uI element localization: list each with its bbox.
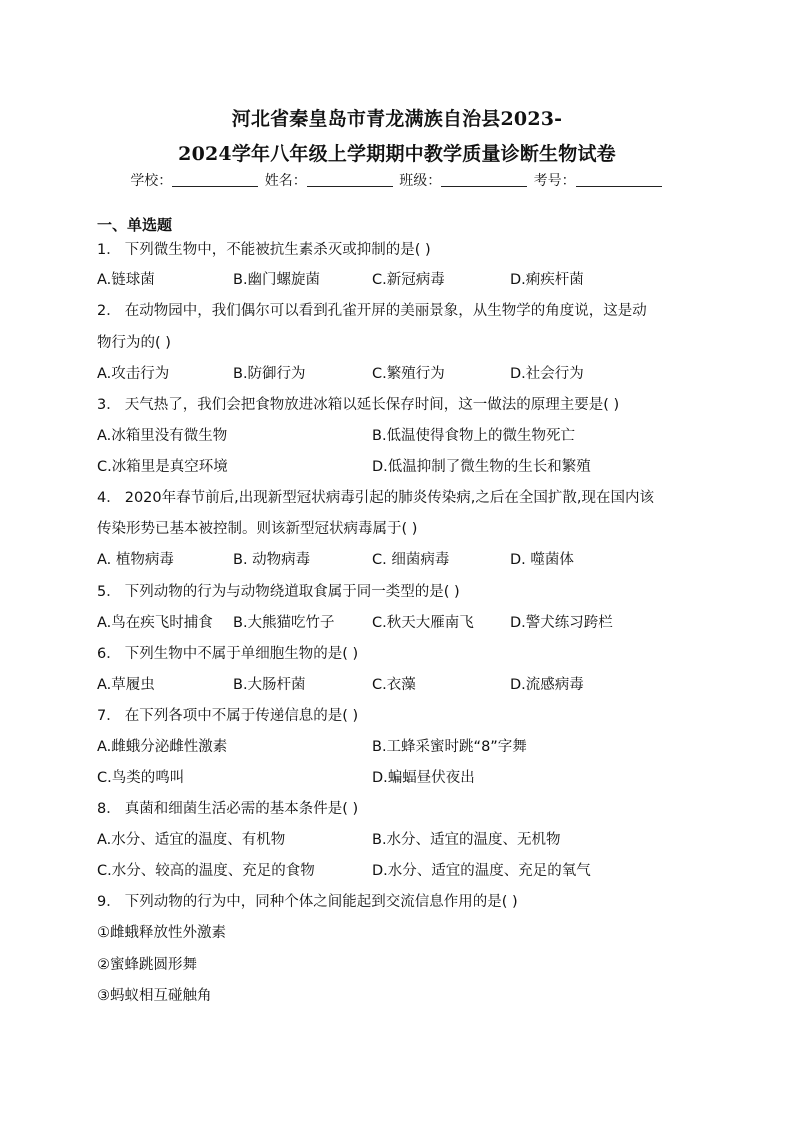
question-text: 真菌和细菌生活必需的基本条件是( ) (124, 801, 359, 817)
q5-option-b: B.大熊猫吃竹子 (233, 615, 335, 631)
exam-title-line-1: 河北省秦皇岛市青龙满族自治县2023- (231, 108, 563, 130)
q6-option-b: B.大肠杆菌 (233, 677, 306, 693)
question-number: 9． (97, 894, 121, 910)
question-7 (97, 706, 358, 726)
q6-option-d: D.流感病毒 (510, 677, 584, 693)
question-1 (97, 240, 431, 260)
q8-option-d: D.水分、适宜的温度、充足的氧气 (372, 863, 591, 879)
q8-option-a: A.水分、适宜的温度、有机物 (97, 832, 286, 848)
school-blank (172, 172, 258, 187)
q1-option-c: C.新冠病毒 (372, 272, 445, 288)
q7-option-b: B.工蜂采蜜时跳“8”字舞 (372, 739, 527, 755)
class-label: 班级： (399, 173, 442, 189)
question-text: 2020年春节前后,出现新型冠状病毒引起的肺炎传染病,之后在全国扩散,现在国内该 (124, 490, 654, 506)
q4-option-b: B. 动物病毒 (233, 552, 311, 568)
q5-option-a: A.鸟在疾飞时捕食 (97, 615, 213, 631)
q5-option-c: C.秋天大雁南飞 (372, 615, 474, 631)
question-text: 下列生物中不属于单细胞生物的是( ) (124, 646, 359, 662)
question-9 (97, 892, 518, 912)
question-text: 下列动物的行为中，同种个体之间能起到交流信息作用的是( ) (124, 894, 518, 910)
q1-option-b: B.幽门螺旋菌 (233, 272, 321, 288)
question-number: 7． (97, 708, 121, 724)
q7-option-a: A.雌蛾分泌雌性激素 (97, 739, 228, 755)
q3-option-a: A.冰箱里没有微生物 (97, 428, 228, 444)
question-text: 在下列各项中不属于传递信息的是( ) (124, 708, 359, 724)
exam-number-label: 考号： (533, 173, 576, 189)
q4-option-a: A. 植物病毒 (97, 552, 174, 568)
question-3 (97, 395, 619, 415)
q6-option-a: A.草履虫 (97, 677, 155, 693)
question-2 (97, 301, 647, 321)
question-text: 下列微生物中，不能被抗生素杀灭或抑制的是( ) (124, 242, 431, 258)
q3-option-c: C.冰箱里是真空环境 (97, 459, 228, 475)
question-text: 在动物园中，我们偶尔可以看到孔雀开屏的美丽景象，从生物学的角度说，这是动 (124, 303, 647, 319)
q9-item-3: ③蚂蚁相互碰触角 (97, 988, 212, 1004)
q6-option-c: C.衣藻 (372, 677, 416, 693)
q2-option-d: D.社会行为 (510, 366, 584, 382)
q2-option-a: A.攻击行为 (97, 366, 170, 382)
q5-option-d: D.警犬练习跨栏 (510, 615, 613, 631)
question-number: 2． (97, 303, 121, 319)
question-number: 4． (97, 490, 121, 506)
question-2-continued: 物行为的( ) (97, 335, 171, 351)
name-blank (307, 172, 393, 187)
q9-item-1: ①雌蛾释放性外激素 (97, 925, 226, 941)
question-number: 5． (97, 584, 121, 600)
question-text: 天气热了，我们会把食物放进冰箱以延长保存时间，这一做法的原理主要是( ) (124, 397, 620, 413)
question-6 (97, 644, 358, 664)
q9-item-2: ②蜜蜂跳圆形舞 (97, 957, 197, 973)
q1-option-d: D.痢疾杆菌 (510, 272, 584, 288)
school-label: 学校： (130, 173, 173, 189)
q7-option-d: D.蝙蝠昼伏夜出 (372, 770, 475, 786)
question-number: 3． (97, 397, 121, 413)
section-heading: 一、单选题 (97, 216, 173, 234)
exam-title-line-2: 2024学年八年级上学期期中教学质量诊断生物试卷 (178, 143, 616, 165)
q2-option-c: C.繁殖行为 (372, 366, 445, 382)
q4-option-c: C. 细菌病毒 (372, 552, 450, 568)
q8-option-c: C.水分、较高的温度、充足的食物 (97, 863, 315, 879)
q4-option-d: D. 噬菌体 (510, 552, 574, 568)
student-info-row (0, 172, 794, 190)
question-number: 1． (97, 242, 121, 258)
q8-option-b: B.水分、适宜的温度、无机物 (372, 832, 561, 848)
q7-option-c: C.鸟类的鸣叫 (97, 770, 185, 786)
exam-number-blank (576, 172, 662, 187)
question-4 (97, 488, 654, 508)
question-4-continued: 传染形势已基本被控制。则该新型冠状病毒属于( ) (97, 521, 418, 537)
question-5 (97, 582, 460, 602)
q1-option-a: A.链球菌 (97, 272, 155, 288)
question-number: 6． (97, 646, 121, 662)
name-label: 姓名： (264, 173, 307, 189)
question-text: 下列动物的行为与动物绕道取食属于同一类型的是( ) (124, 584, 460, 600)
q3-option-b: B.低温使得食物上的微生物死亡 (372, 428, 576, 444)
class-blank (441, 172, 527, 187)
q3-option-d: D.低温抑制了微生物的生长和繁殖 (372, 459, 591, 475)
question-number: 8． (97, 801, 121, 817)
question-8 (97, 799, 358, 819)
q2-option-b: B.防御行为 (233, 366, 306, 382)
